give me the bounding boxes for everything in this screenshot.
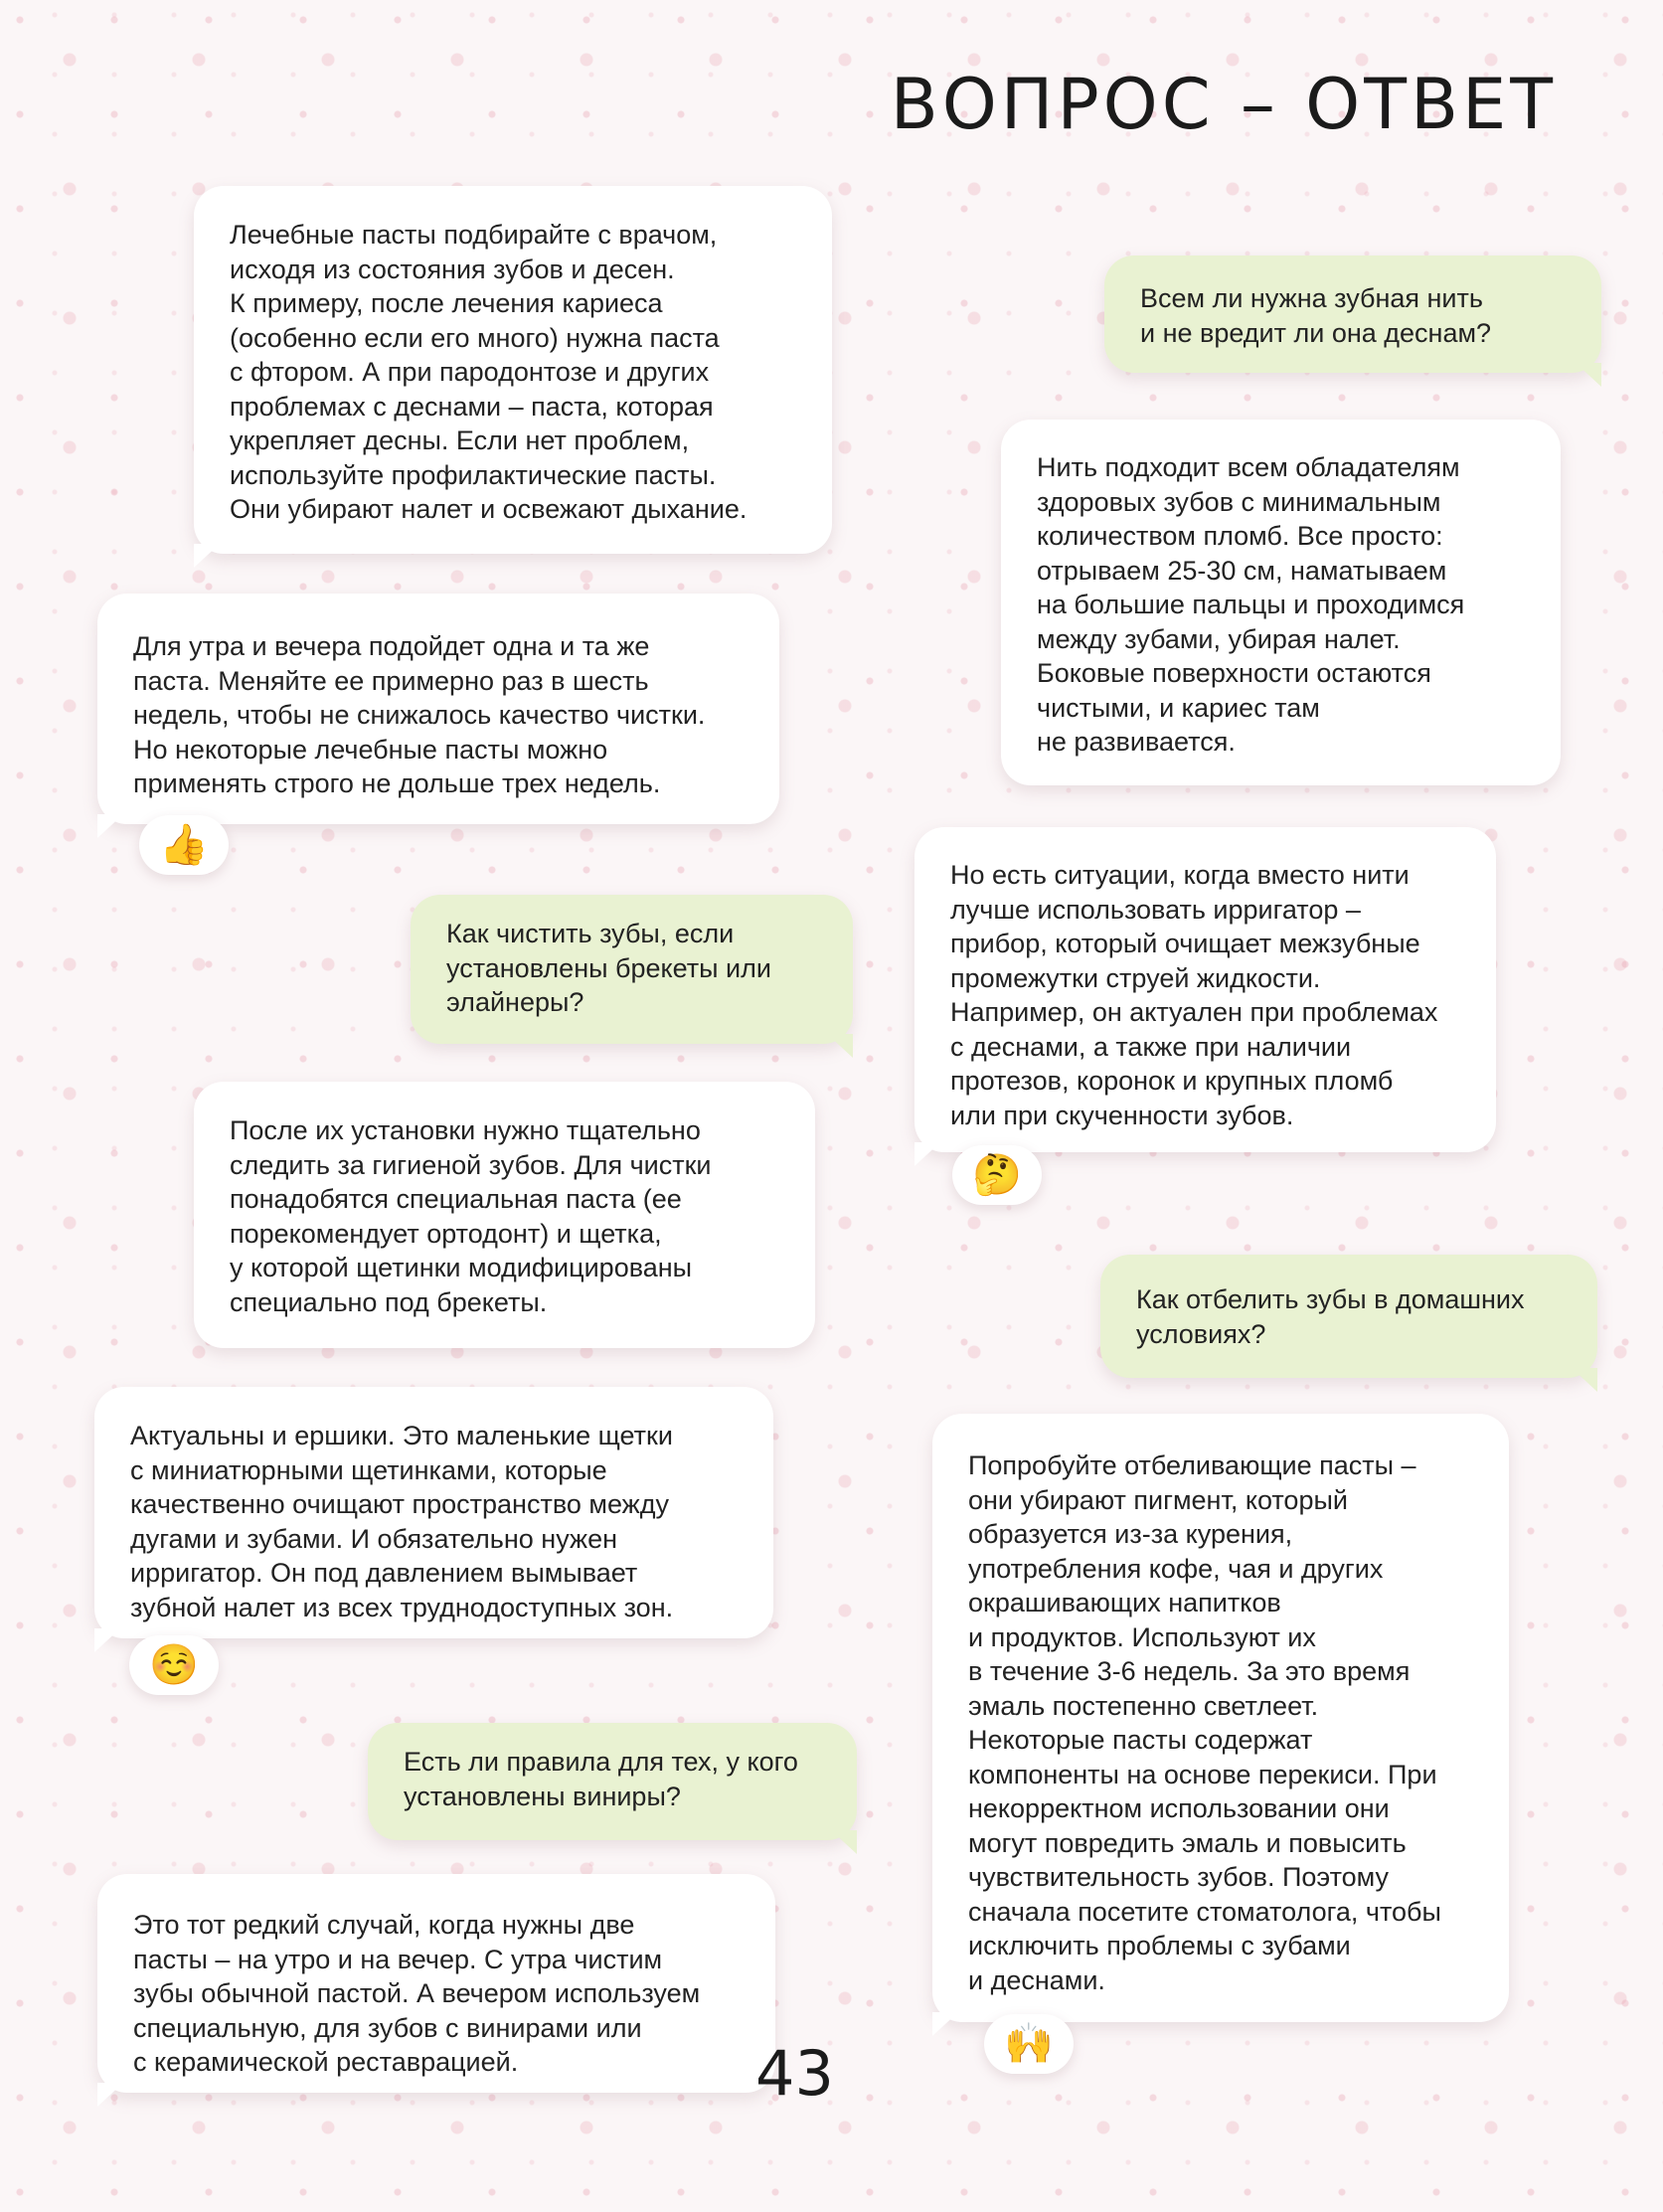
page-number: 43 (755, 2037, 834, 2110)
page-title: ВОПРОС – ОТВЕТ (890, 64, 1557, 145)
answer-bubble-braces: После их установки нужно тщательно следить за гигиеной зубов. Для чистки понадобятся специальная паста (ее порекомендует ортодонт) и щетка, у которой щетинки модифицированы специально под брекеты. (194, 1082, 815, 1348)
answer-bubble-irrigator: Но есть ситуации, когда вместо нити лучше использовать ирригатор – прибор, который очищает межзубные промежутки струей жидкости. Например, он актуален при проблемах с деснами, а также при наличии протезов, коронок и крупных пломб или при скученности зубов. (915, 827, 1496, 1152)
answer-bubble-veneers: Это тот редкий случай, когда нужны две пасты – на утро и на вечер. С утра чистим зубы обычной пастой. А вечером используем специальную, для зубов с винирами или с керамической реставрацией. (97, 1874, 775, 2093)
question-bubble-veneers: Есть ли правила для тех, у кого установлены виниры? (368, 1723, 857, 1840)
answer-bubble-paste-change: Для утра и вечера подойдет одна и та же паста. Меняйте ее примерно раз в шесть недель, чтобы не снижалось качество чистки. Но некоторые лечебные пасты можно применять строго не дольше трех недель. (97, 594, 779, 824)
raising-hands-icon: 🙌 (984, 2014, 1074, 2074)
answer-bubble-brushes: Актуальны и ершики. Это маленькие щетки с миниатюрными щетинками, которые качественно очищают пространство между дугами и зубами. И обязательно нужен ирригатор. Он под давлением вымывает зубной налет из всех труднодоступных зон. (94, 1387, 773, 1638)
answer-bubble-whiten: Попробуйте отбеливающие пасты – они убирают пигмент, который образуется из-за курения, употребления кофе, чая и других окрашивающих напитков и продуктов. Используют их в течение 3-6 недель. За это время эмаль постепенно светлеет. Некоторые пасты содержат компоненты на основе перекиси. При некорректном использовании они могут повредить эмаль и повысить чувствительность зубов. Поэтому сначала посетите стоматолога, чтобы исключить проблемы с зубами и деснами. (932, 1414, 1509, 2022)
thumbs-up-icon: 👍 (139, 815, 229, 875)
question-bubble-braces: Как чистить зубы, если установлены брекеты или элайнеры? (411, 895, 853, 1044)
answer-bubble-pastes: Лечебные пасты подбирайте с врачом, исходя из состояния зубов и десен. К примеру, после лечения кариеса (особенно если его много) нужна паста с фтором. А при пародонтозе и других проблемах с деснами – паста, которая укрепляет десны. Если нет проблем, используйте профилактические пасты. Они убирают налет и освежают дыхание. (194, 186, 832, 554)
question-bubble-whiten: Как отбелить зубы в домашних условиях? (1100, 1255, 1597, 1378)
smiling-face-icon: ☺️ (129, 1635, 219, 1695)
thinking-face-icon: 🤔 (952, 1145, 1042, 1205)
question-bubble-floss: Всем ли нужна зубная нить и не вредит ли она деснам? (1104, 255, 1601, 373)
answer-bubble-floss: Нить подходит всем обладателям здоровых зубов с минимальным количеством пломб. Все просто: отрываем 25-30 см, наматываем на большие пальцы и проходимся между зубами, убирая налет. Боковые поверхности остаются чистыми, и кариес там не развивается. (1001, 420, 1561, 785)
